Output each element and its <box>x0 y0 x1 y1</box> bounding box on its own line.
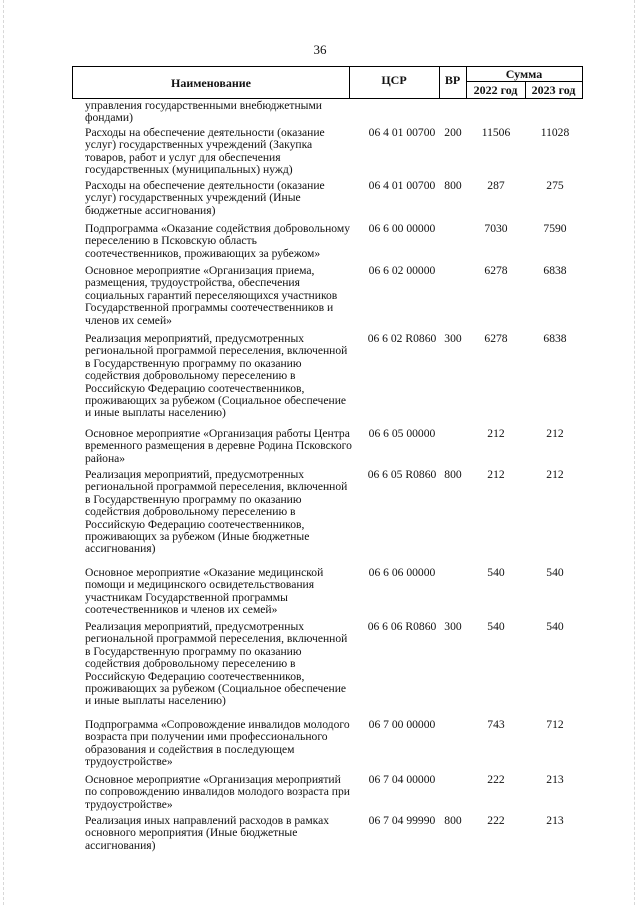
row-sum-2022: 212 <box>487 427 505 440</box>
row-sum-2023: 6838 <box>543 332 567 345</box>
row-sum-2022: 540 <box>487 620 505 633</box>
row-sum-2023: 275 <box>546 179 564 192</box>
row-sum-2022: 11506 <box>481 126 511 139</box>
row-vr: 800 <box>444 468 462 481</box>
row-vr: 800 <box>444 814 462 827</box>
row-sum-2022: 743 <box>487 718 505 731</box>
header-year-2022: 2022 год <box>473 83 518 97</box>
row-sum-2022: 212 <box>487 468 505 481</box>
row-sum-2023: 712 <box>546 718 564 731</box>
row-sum-2023: 7590 <box>543 222 567 235</box>
row-code: 06 6 06 00000 <box>368 566 436 579</box>
row-name: Реализация мероприятий, предусмотренных региональной программой переселения, включенной в Государственную программу по оказанию содействия добровольному переселению в Российскую Федерацию соотечественников, проживающих за рубежом (Социальное обеспечение и иные выплаты населению) <box>85 332 348 420</box>
header-year-2023: 2023 год <box>531 83 576 97</box>
row-sum-2023: 213 <box>546 773 564 786</box>
row-name: управления государственными внебюджетными фондами) <box>85 99 322 125</box>
row-sum-2023: 540 <box>546 566 564 579</box>
row-name: Подпрограмма «Сопровождение инвалидов молодого возраста при получении ими профессионального образования и содействия в последующем трудоустройстве» <box>85 718 350 769</box>
row-sum-2022: 6278 <box>484 264 508 277</box>
row-vr: 200 <box>444 126 462 139</box>
row-name: Расходы на обеспечение деятельности (оказание услуг) государственных учреждений (Закупка товаров, работ и услуг для обеспечения государственных (муниципальных) нужд) <box>85 126 325 177</box>
row-sum-2023: 212 <box>546 468 564 481</box>
row-sum-2022: 7030 <box>484 222 508 235</box>
row-sum-2023: 212 <box>546 427 564 440</box>
scan-edge-left <box>3 0 4 905</box>
row-name: Реализация мероприятий, предусмотренных региональной программой переселения, включенной в Государственную программу по оказанию содействия добровольному переселению в Российскую Федерацию соотечественников, проживающих за рубежом (Иные бюджетные ассигнования) <box>85 468 348 556</box>
row-name: Реализация мероприятий, предусмотренных региональной программой переселения, включенной в Государственную программу по оказанию содействия добровольному переселению в Российскую Федерацию соотечественников, проживающих за рубежом (Социальное обеспечение и иные выплаты населению) <box>85 620 348 708</box>
row-sum-2023: 540 <box>546 620 564 633</box>
header-vr: ВР <box>444 73 461 87</box>
row-name: Основное мероприятие «Организация работы Центра временного размещения в деревне Родина Псковского района» <box>85 427 352 465</box>
header-code: ЦСР <box>381 73 407 87</box>
row-code: 06 6 05 R0860 <box>367 468 437 481</box>
row-sum-2022: 222 <box>487 773 505 786</box>
row-name: Основное мероприятие «Организация мероприятий по сопровождению инвалидов молодого возраста при трудоустройстве» <box>85 773 351 811</box>
row-name: Подпрограмма «Оказание содействия добровольному переселению в Псковскую область соотечественников, проживающих за рубежом» <box>85 222 351 260</box>
row-sum-2023: 213 <box>546 814 564 827</box>
row-code: 06 4 01 00700 <box>368 179 436 192</box>
row-code: 06 6 00 00000 <box>368 222 436 235</box>
header-sum: Сумма <box>505 67 543 81</box>
row-sum-2022: 6278 <box>484 332 508 345</box>
row-name: Основное мероприятие «Организация приема, размещения, трудоустройства, обеспечения социальных гарантий переселяющихся участников Государственной программы соотечественников и членов их семей» <box>85 264 338 327</box>
header-name: Наименование <box>171 76 251 90</box>
page-number: 36 <box>313 42 327 57</box>
row-code: 06 6 02 R0860 <box>367 332 437 345</box>
row-sum-2022: 287 <box>487 179 505 192</box>
row-code: 06 4 01 00700 <box>368 126 436 139</box>
row-code: 06 6 06 R0860 <box>367 620 437 633</box>
row-code: 06 7 04 00000 <box>368 773 436 786</box>
scan-edge-right <box>634 0 635 905</box>
row-vr: 800 <box>444 179 462 192</box>
row-name: Реализация иных направлений расходов в рамках основного мероприятия (Иные бюджетные ассигнования) <box>85 814 330 852</box>
table-header <box>72 66 583 99</box>
row-sum-2022: 222 <box>487 814 505 827</box>
row-code: 06 7 04 99990 <box>368 814 436 827</box>
row-vr: 300 <box>444 332 462 345</box>
row-code: 06 7 00 00000 <box>368 718 436 731</box>
row-sum-2023: 6838 <box>543 264 567 277</box>
row-code: 06 6 05 00000 <box>368 427 436 440</box>
row-code: 06 6 02 00000 <box>368 264 436 277</box>
row-sum-2023: 11028 <box>540 126 570 139</box>
row-sum-2022: 540 <box>487 566 505 579</box>
row-vr: 300 <box>444 620 462 633</box>
row-name: Расходы на обеспечение деятельности (оказание услуг) государственных учреждений (Иные бюджетные ассигнования) <box>85 179 325 217</box>
row-name: Основное мероприятие «Оказание медицинской помощи и медицинского освидетельствования участникам Государственной программы соотечественников и членов их семей» <box>85 566 324 617</box>
